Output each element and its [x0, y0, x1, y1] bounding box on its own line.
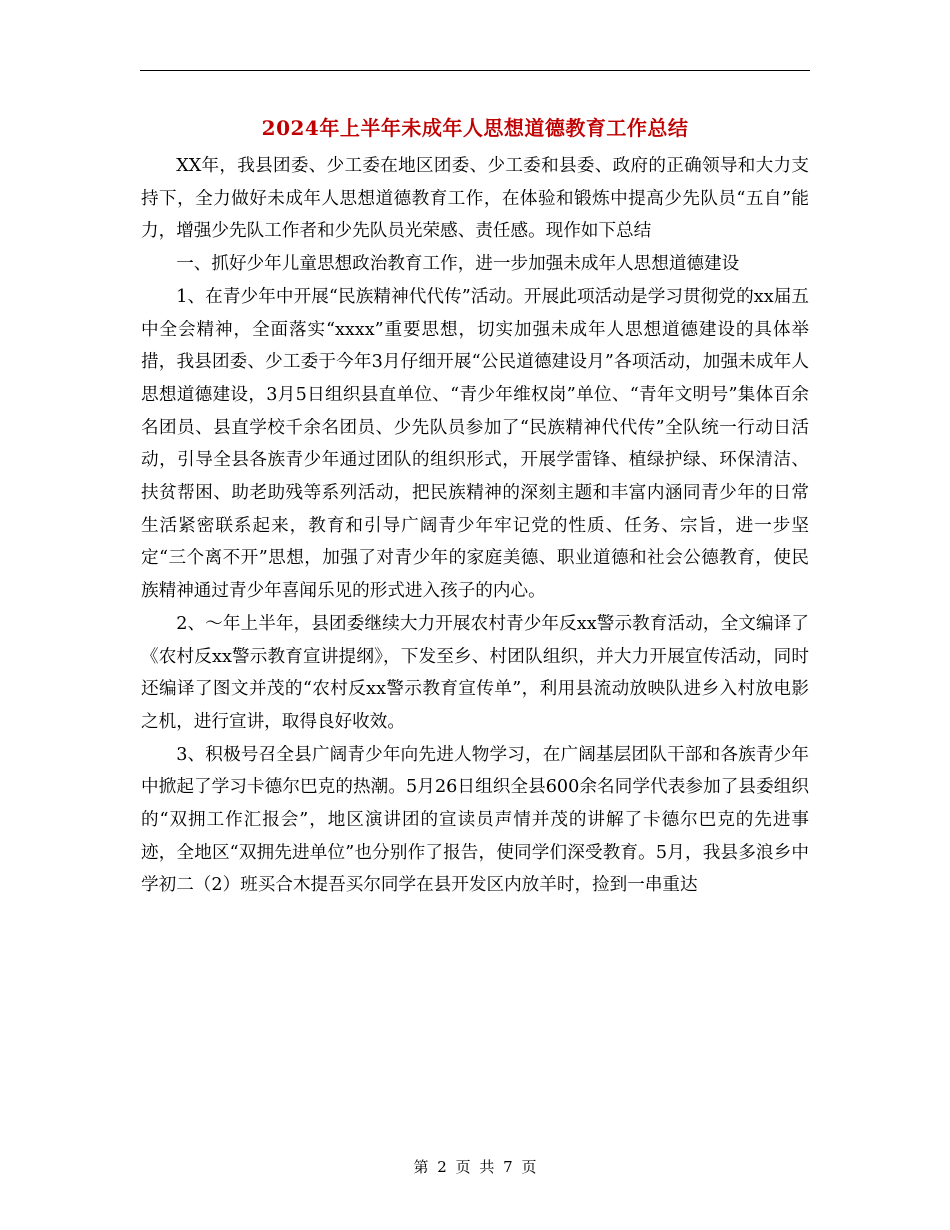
page-number: 第 2 页 共 7 页 [413, 1158, 537, 1176]
section-heading-1: 一、抓好少年儿童思想政治教育工作，进一步加强未成年人思想道德建设 [176, 254, 740, 275]
header-rule [140, 70, 810, 71]
body-paragraph-2: 2、～年上半年，县团委继续大力开展农村青少年反xx警示教育活动，全文编译了《农村反xx警示教育宣讲提纲》，下发至乡、村团队组织，并大力开展宣传活动，同时还编译了图文并茂的“农村反xx警示教育宣传单”，利用县流动放映队进乡入村放电影之机，进行宣讲，取得良好收效。 [141, 613, 809, 732]
document-body [141, 150, 809, 902]
document-title: 2024年上半年未成年人思想道德教育工作总结 [261, 116, 689, 140]
body-paragraph-1: 1、在青少年中开展“民族精神代代传”活动。开展此项活动是学习贯彻党的xx届五中全会精神，全面落实“xxxx”重要思想，切实加强未成年人思想道德建设的具体举措，我县团委、少工委于今年3月仔细开展“公民道德建设月”各项活动，加强未成年人思想道德建设，3月5日组织县直单位、“青少年维权岗”单位、“青年文明号”集体百余名团员、县直学校千余名团员、少先队员参加了“民族精神代代传”全队统一行动日活动，引导全县各族青少年通过团队的组织形式，开展学雷锋、植绿护绿、环保清洁、扶贫帮困、助老助残等系列活动，把民族精神的深刻主题和丰富内涵同青少年的日常生活紧密联系起来，教育和引导广阔青少年牢记党的性质、任务、宗旨，进一步坚定“三个离不开”思想，加强了对青少年的家庭美德、职业道德和社会公德教育，使民族精神通过青少年喜闻乐见的形式进入孩子的内心。 [141, 286, 809, 602]
body-paragraph-3: 3、积极号召全县广阔青少年向先进人物学习，在广阔基层团队干部和各族青少年中掀起了学习卡德尔巴克的热潮。5月26日组织全县600余名同学代表参加了县委组织的“双拥工作汇报会”，地区演讲团的宣读员声情并茂的讲解了卡德尔巴克的先进事迹，全地区“双拥先进单位”也分别作了报告，使同学们深受教育。5月，我县多浪乡中学初二（2）班买合木提吾买尔同学在县开发区内放羊时，捡到一串重达 [141, 744, 809, 896]
intro-paragraph: XX年，我县团委、少工委在地区团委、少工委和县委、政府的正确领导和大力支持下，全力做好未成年人思想道德教育工作，在体验和锻炼中提高少先队员“五自”能力，增强少先队工作者和少先队员光荣感、责任感。现作如下总结 [141, 156, 809, 242]
